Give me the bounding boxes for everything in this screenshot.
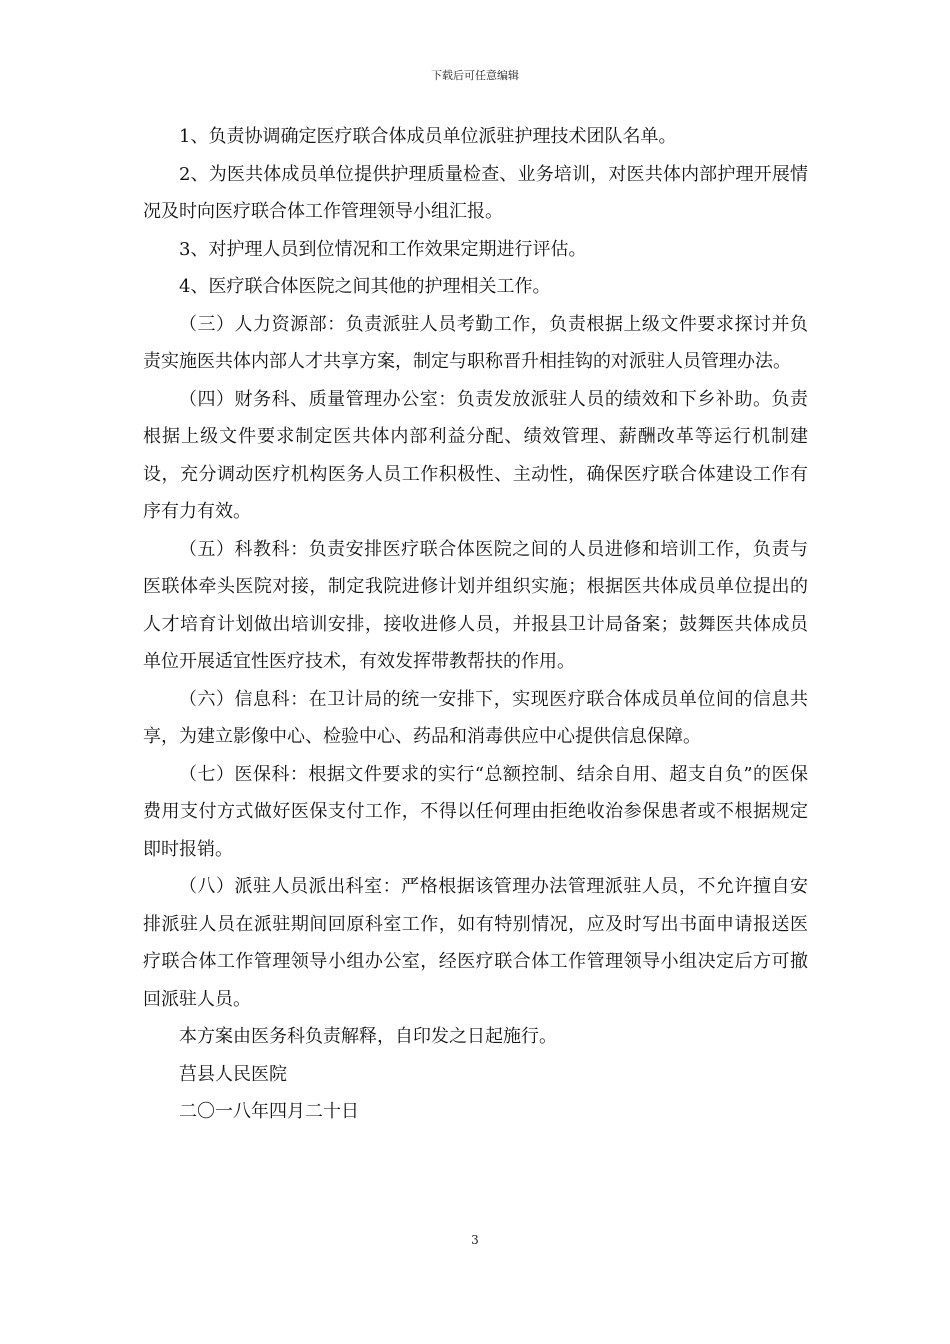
page-number: 3 [471, 1233, 479, 1247]
signature-date: 二〇一八年四月二十日 [179, 1101, 359, 1122]
paragraph-finance: （四）财务科、质量管理办公室：负责发放派驻人员的绩效和下乡补助。负责根据上级文件要求制定医共体内部利益分配、绩效管理、薪酬改革等运行机制建设，充分调动医疗机构医务人员工作积极性、主动性，确保医疗联合体建设工作有序有力有效。 [143, 388, 808, 522]
page-header: 下载后可任意编辑 [431, 69, 519, 82]
paragraph-interpretation: 本方案由医务科负责解释，自印发之日起施行。 [179, 1026, 557, 1047]
document-body [143, 118, 808, 1131]
paragraph-education: （五）科教科：负责安排医疗联合体医院之间的人员进修和培训工作，负责与医联体牵头医院对接，制定我院进修计划并组织实施；根据医共体成员单位提出的人才培育计划做出培训安排，接收进修人员，并报县卫计局备案；鼓舞医共体成员单位开展适宜性医疗技术，有效发挥带教帮扶的作用。 [143, 538, 808, 672]
paragraph-insurance: （七）医保科：根据文件要求的实行“总额控制、结余自用、超支自负”的医保费用支付方式做好医保支付工作，不得以任何理由拒绝收治参保患者或不根据规定即时报销。 [143, 763, 808, 860]
paragraph-item-3: 3、对护理人员到位情况和工作效果定期进行评估。 [179, 238, 587, 260]
paragraph-item-1: 1、负责协调确定医疗联合体成员单位派驻护理技术团队名单。 [179, 126, 677, 147]
paragraph-dispatch-dept: （八）派驻人员派出科室：严格根据该管理办法管理派驻人员，不允许擅自安排派驻人员在派驻期间回原科室工作，如有特别情况，应及时写出书面申请报送医疗联合体工作管理领导小组办公室，经医疗联合体工作管理领导小组决定后方可撤回派驻人员。 [143, 876, 808, 1010]
paragraph-item-4: 4、医疗联合体医院之间其他的护理相关工作。 [179, 276, 551, 297]
signature-organization: 莒县人民医院 [179, 1063, 287, 1085]
paragraph-hr-dept: （三）人力资源部：负责派驻人员考勤工作，负责根据上级文件要求探讨并负责实施医共体内部人才共享方案，制定与职称晋升相挂钩的对派驻人员管理办法。 [143, 313, 808, 372]
paragraph-information: （六）信息科：在卫计局的统一安排下，实现医疗联合体成员单位间的信息共享，为建立影像中心、检验中心、药品和消毒供应中心提供信息保障。 [143, 688, 808, 747]
paragraph-item-2: 2、为医共体成员单位提供护理质量检查、业务培训，对医共体内部护理开展情况及时向医疗联合体工作管理领导小组汇报。 [143, 163, 808, 222]
